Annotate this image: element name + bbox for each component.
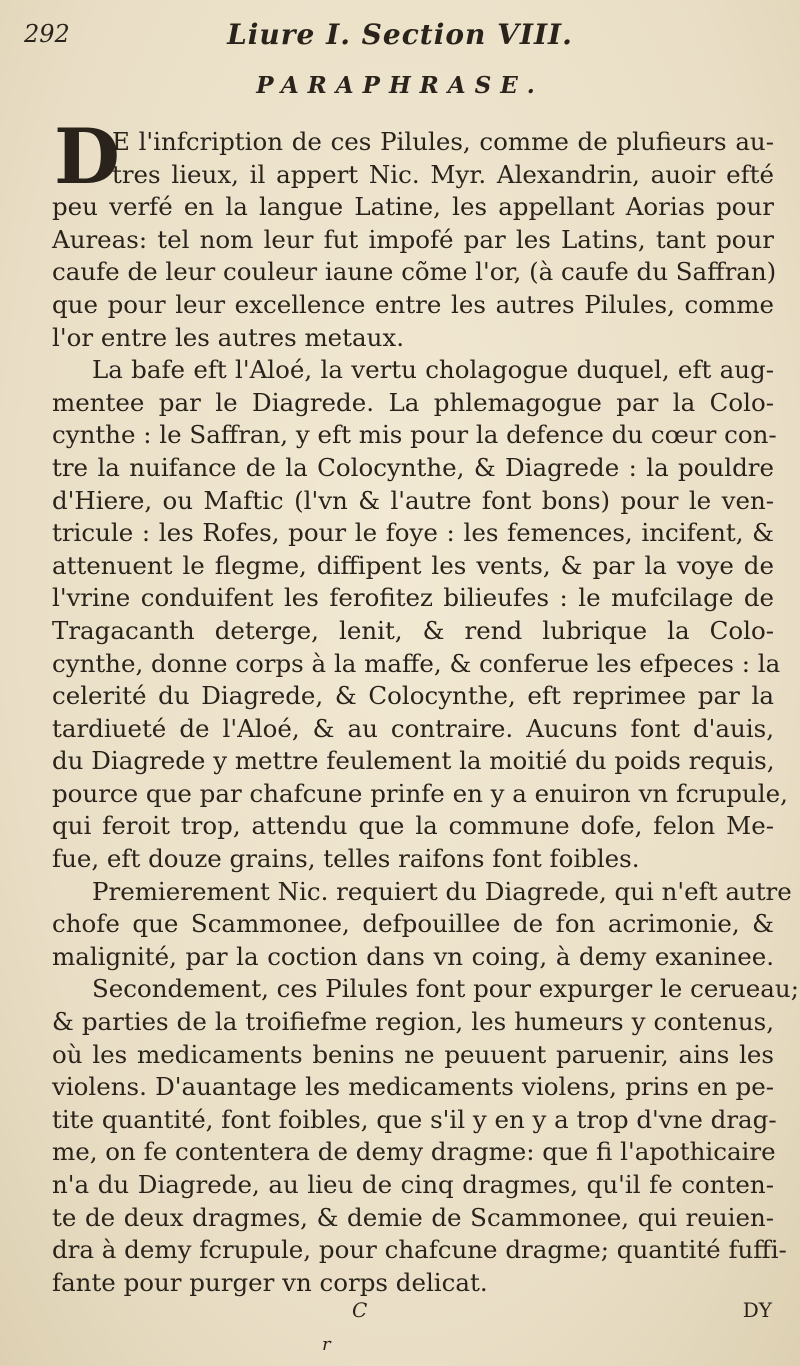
text-line: te de deux dragmes, & demie de Scammonee, qui reuien- bbox=[52, 1202, 774, 1232]
text-line: Tragacanth deterge, lenit, & rend lubrique la Colo- bbox=[52, 615, 774, 645]
page-header bbox=[24, 14, 776, 54]
signature-mark: C bbox=[352, 1298, 368, 1322]
text-line: tite quantité, font foibles, que s'il y en y a trop d'vne drag- bbox=[52, 1104, 777, 1134]
text-line: n'a du Diagrede, au lieu de cinq dragmes, qu'il fe conten- bbox=[52, 1170, 774, 1199]
text-line: celerité du Diagrede, & Colocynthe, eft reprimee par la bbox=[52, 681, 774, 711]
text-line: La bafe eft l'Aloé, la vertu cholagogue duquel, eft aug- bbox=[92, 355, 774, 385]
text-line: tres lieux, il appert Nic. Myr. Alexandrin, auoir efté bbox=[112, 159, 774, 189]
text-line: me, on fe contentera de demy dragme: que fi l'apothicaire bbox=[52, 1137, 776, 1167]
text-line: pource que par chafcune prinfe en y a enuiron vn fcrupule, bbox=[52, 778, 788, 808]
text-line: peu verfé en la langue Latine, les appellant Aorias pour bbox=[52, 192, 774, 222]
text-line: Aureas: tel nom leur fut impofé par les Latins, tant pour bbox=[52, 224, 774, 254]
text-line: dra à demy fcrupule, pour chafcune dragme; quantité fuffi- bbox=[52, 1235, 787, 1265]
text-line: Secondement, ces Pilules font pour expurger le cerueau; bbox=[92, 974, 799, 1004]
text-line: tardiueté de l'Aloé, & au contraire. Aucuns font d'auis, bbox=[52, 713, 774, 743]
text-line: l'vrine conduifent les ferofitez bilieufes : le mufcilage de bbox=[52, 583, 774, 613]
catchword: DY bbox=[742, 1298, 772, 1322]
text-line: l'or entre les autres metaux. bbox=[52, 322, 405, 352]
text-line: fue, eft douze grains, telles raifons font foibles. bbox=[52, 844, 640, 874]
text-line: cynthe : le Saffran, y eft mis pour la defence du cœur con- bbox=[52, 420, 777, 450]
text-line: E l'infcription de ces Pilules, comme de plufieurs au- bbox=[112, 127, 774, 156]
text-line: où les medicaments benins ne peuuent paruenir, ains les bbox=[52, 1039, 774, 1069]
text-line: caufe de leur couleur iaune cõme l'or, (à caufe du Saffran) bbox=[52, 257, 777, 287]
text-line: qui feroit trop, attendu que la commune dofe, felon Me- bbox=[52, 811, 774, 841]
running-head: Liure I. Section VIII. bbox=[227, 18, 573, 51]
text-line: tre la nuifance de la Colocynthe, & Diagrede : la pouldre bbox=[52, 452, 774, 482]
text-lines bbox=[52, 191, 799, 1299]
text-line: fante pour purger vn corps delicat. bbox=[52, 1267, 488, 1297]
stray-mark: r bbox=[322, 1334, 331, 1355]
text-line: du Diagrede y mettre feulement la moitié du poids requis, bbox=[52, 746, 775, 776]
text-line: d'Hiere, ou Maftic (l'vn & l'autre font bons) pour le ven- bbox=[52, 485, 774, 515]
section-title: PARAPHRASE. bbox=[256, 72, 544, 99]
text-line: malignité, par la coction dans vn coing, à demy exaninee. bbox=[52, 941, 774, 971]
text-line: & parties de la troifiefme region, les humeurs y contenus, bbox=[52, 1007, 774, 1037]
text-line: tricule : les Rofes, pour le foye : les femences, incifent, & bbox=[52, 518, 774, 548]
drop-cap-lines bbox=[112, 126, 774, 191]
drop-cap-paragraph-start bbox=[52, 112, 774, 201]
page-number: 292 bbox=[24, 20, 70, 48]
text-line: chofe que Scammonee, defpouillee de fon acrimonie, & bbox=[52, 909, 774, 939]
body-text bbox=[52, 112, 799, 1299]
text-line: cynthe, donne corps à la maffe, & conferue les efpeces : la bbox=[52, 648, 781, 678]
text-line: mentee par le Diagrede. La phlemagogue par la Colo- bbox=[52, 387, 774, 417]
text-line: Premierement Nic. requiert du Diagrede, qui n'eft autre bbox=[92, 876, 792, 906]
drop-cap: D bbox=[54, 112, 120, 201]
text-line: attenuent le flegme, diffipent les vents, & par la voye de bbox=[52, 550, 774, 580]
page-footer bbox=[52, 1294, 774, 1355]
text-line: que pour leur excellence entre les autres Pilules, comme bbox=[52, 289, 774, 319]
text-line: violens. D'auantage les medicaments violens, prins en pe- bbox=[52, 1072, 774, 1102]
